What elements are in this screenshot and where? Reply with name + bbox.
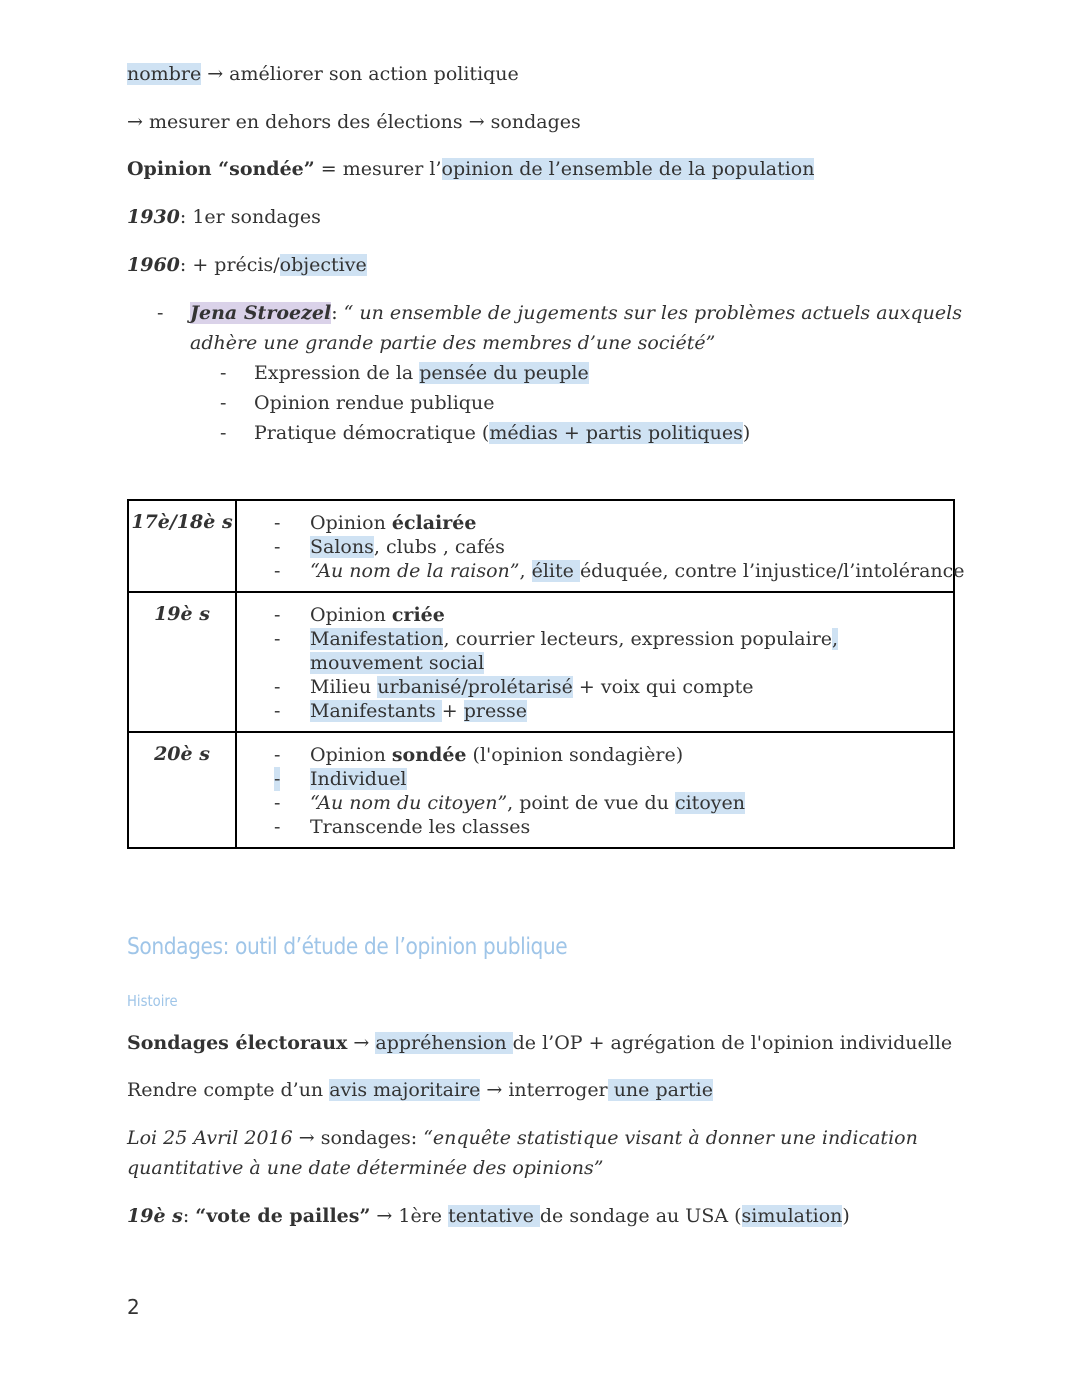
sub-list-item: - Expression de la pensée du peuple (220, 362, 589, 384)
list-item: - “Au nom du citoyen”, point de vue du citoyen (274, 792, 745, 814)
section-heading: Sondages: outil d’étude de l’opinion publique (127, 934, 568, 960)
text-line-8-continued: quantitative à une date déterminée des opinions” (127, 1157, 604, 1179)
text-line-8: Loi 25 Avril 2016 → sondages: “enquête statistique visant à donner une indication (127, 1127, 918, 1149)
list-item-continued: adhère une grande partie des membres d’une société” (190, 332, 716, 354)
list-item: - Milieu urbanisé/prolétarisé + voix qui compte (274, 676, 754, 698)
list-item: - Salons, clubs , cafés (274, 536, 505, 558)
text-line-1: nombre → améliorer son action politique (127, 63, 519, 85)
content-cell (236, 500, 965, 592)
quote-list (157, 298, 962, 448)
list-item: - Transcende les classes (274, 816, 531, 838)
subsection-heading: Histoire (127, 992, 178, 1010)
list-item: - Manifestation, courrier lecteurs, expression populaire, mouvement social (274, 628, 839, 674)
text-line-6: Sondages électoraux → appréhension de l’OP + agrégation de l'opinion individuelle (127, 1032, 953, 1054)
list-item: - Opinion criée (274, 604, 445, 626)
sub-list-item: - Opinion rendue publique (220, 392, 495, 414)
page-number: 2 (127, 1295, 140, 1319)
list-item: - “Au nom de la raison”, élite éduquée, contre l’injustice/l’intolérance (274, 560, 965, 582)
text-line-4: 1930: 1er sondages (127, 206, 321, 228)
quote-author: Jena Stroezel (190, 302, 332, 324)
text-line-9: 19è s: “vote de pailles” → 1ère tentative de sondage au USA (simulation) (127, 1205, 850, 1227)
text-line-7: Rendre compte d’un avis majoritaire → interroger une partie (127, 1079, 713, 1101)
table-row (128, 732, 954, 848)
list-item: - Opinion éclairée (274, 512, 477, 534)
content-cell (236, 592, 954, 732)
text-line-2: → mesurer en dehors des élections → sondages (127, 111, 581, 133)
list-item: - Jena Stroezel: “ un ensemble de jugements sur les problèmes actuels auxquels (157, 302, 962, 324)
period-cell: 19è s (128, 592, 236, 732)
table-row (128, 500, 954, 592)
text-line-3: Opinion “sondée” = mesurer l’opinion de l’ensemble de la population (127, 158, 815, 180)
period-cell: 20è s (128, 732, 236, 848)
list-item: - Opinion sondée (l'opinion sondagière) (274, 744, 684, 766)
text-line-5: 1960: + précis/objective (127, 254, 367, 276)
period-cell: 17è/18è s (128, 500, 236, 592)
sub-list-item: - Pratique démocratique (médias + partis politiques) (220, 422, 751, 444)
content-cell (236, 732, 954, 848)
table-row (128, 592, 954, 732)
opinion-table (127, 499, 965, 849)
list-item: - Individuel (274, 768, 407, 790)
list-item: - Manifestants + presse (274, 700, 527, 722)
